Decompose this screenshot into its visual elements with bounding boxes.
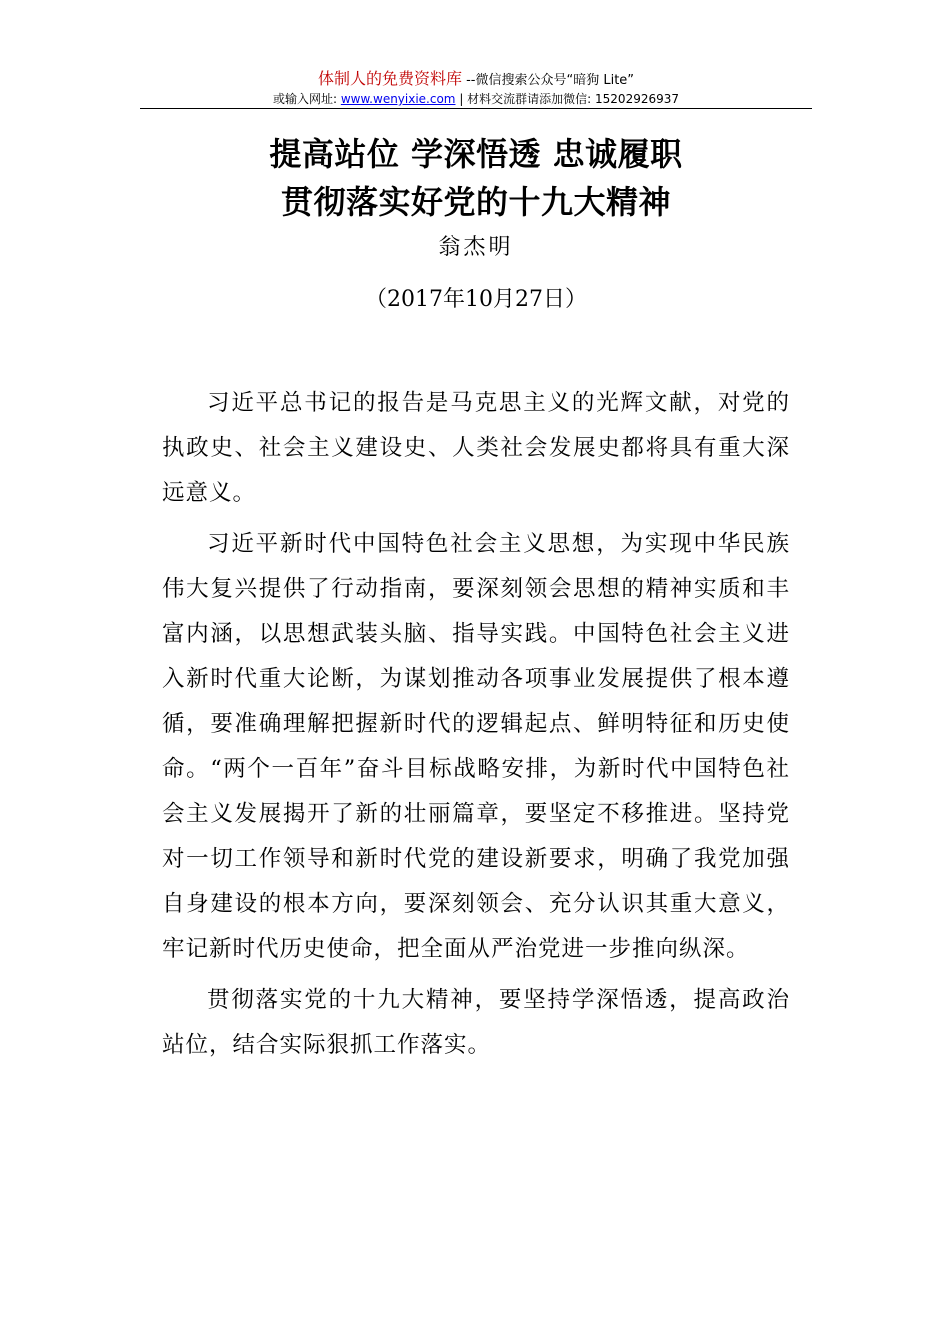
body-paragraph: 习近平新时代中国特色社会主义思想，为实现中华民族伟大复兴提供了行动指南，要深刻领会思想的精神实质和丰富内涵，以思想武装头脑、指导实践。中国特色社会主义进入新时代重大论断，为谋划推动各项事业发展提供了根本遵循，要准确理解把握新时代的逻辑起点、鲜明特征和历史使命。“两个一百年”奋斗目标战略安排，为新时代中国特色社会主义发展揭开了新的壮丽篇章，要坚定不移推进。坚持党对一切工作领导和新时代党的建设新要求，明确了我党加强自身建设的根本方向，要深刻领会、充分认识其重大意义，牢记新时代历史使命，把全面从严治党进一步推向纵深。 (162, 531, 790, 962)
header-line-brand (140, 70, 812, 90)
title-line-2: 贯彻落实好党的十九大精神 (280, 183, 671, 221)
body-paragraph: 习近平总书记的报告是马克思主义的光辉文献，对党的执政史、社会主义建设史、人类社会发展史都将具有重大深远意义。 (162, 390, 790, 506)
document-title (140, 130, 812, 226)
header-brand: 体制人的免费资料库 (317, 69, 462, 88)
header-contact-text: | 材料交流群请添加微信: 15202926937 (455, 92, 680, 106)
header-line-contact (140, 90, 812, 108)
document-author: 翁杰明 (438, 235, 514, 260)
page-header (140, 70, 812, 108)
document-body (162, 381, 790, 1074)
header-url-link[interactable]: www.wenyixie.com (340, 92, 456, 106)
document-date: （2017年10月27日） (365, 287, 587, 312)
body-paragraph: 贯彻落实党的十九大精神，要坚持学深悟透，提高政治站位，结合实际狠抓工作落实。 (162, 987, 790, 1058)
header-url-prefix: 或输入网址: (272, 92, 341, 106)
title-line-1: 提高站位 学深悟透 忠诚履职 (269, 135, 683, 173)
header-divider (140, 108, 812, 109)
header-wechat-text: --微信搜索公众号“暗狗 Lite” (461, 73, 635, 88)
